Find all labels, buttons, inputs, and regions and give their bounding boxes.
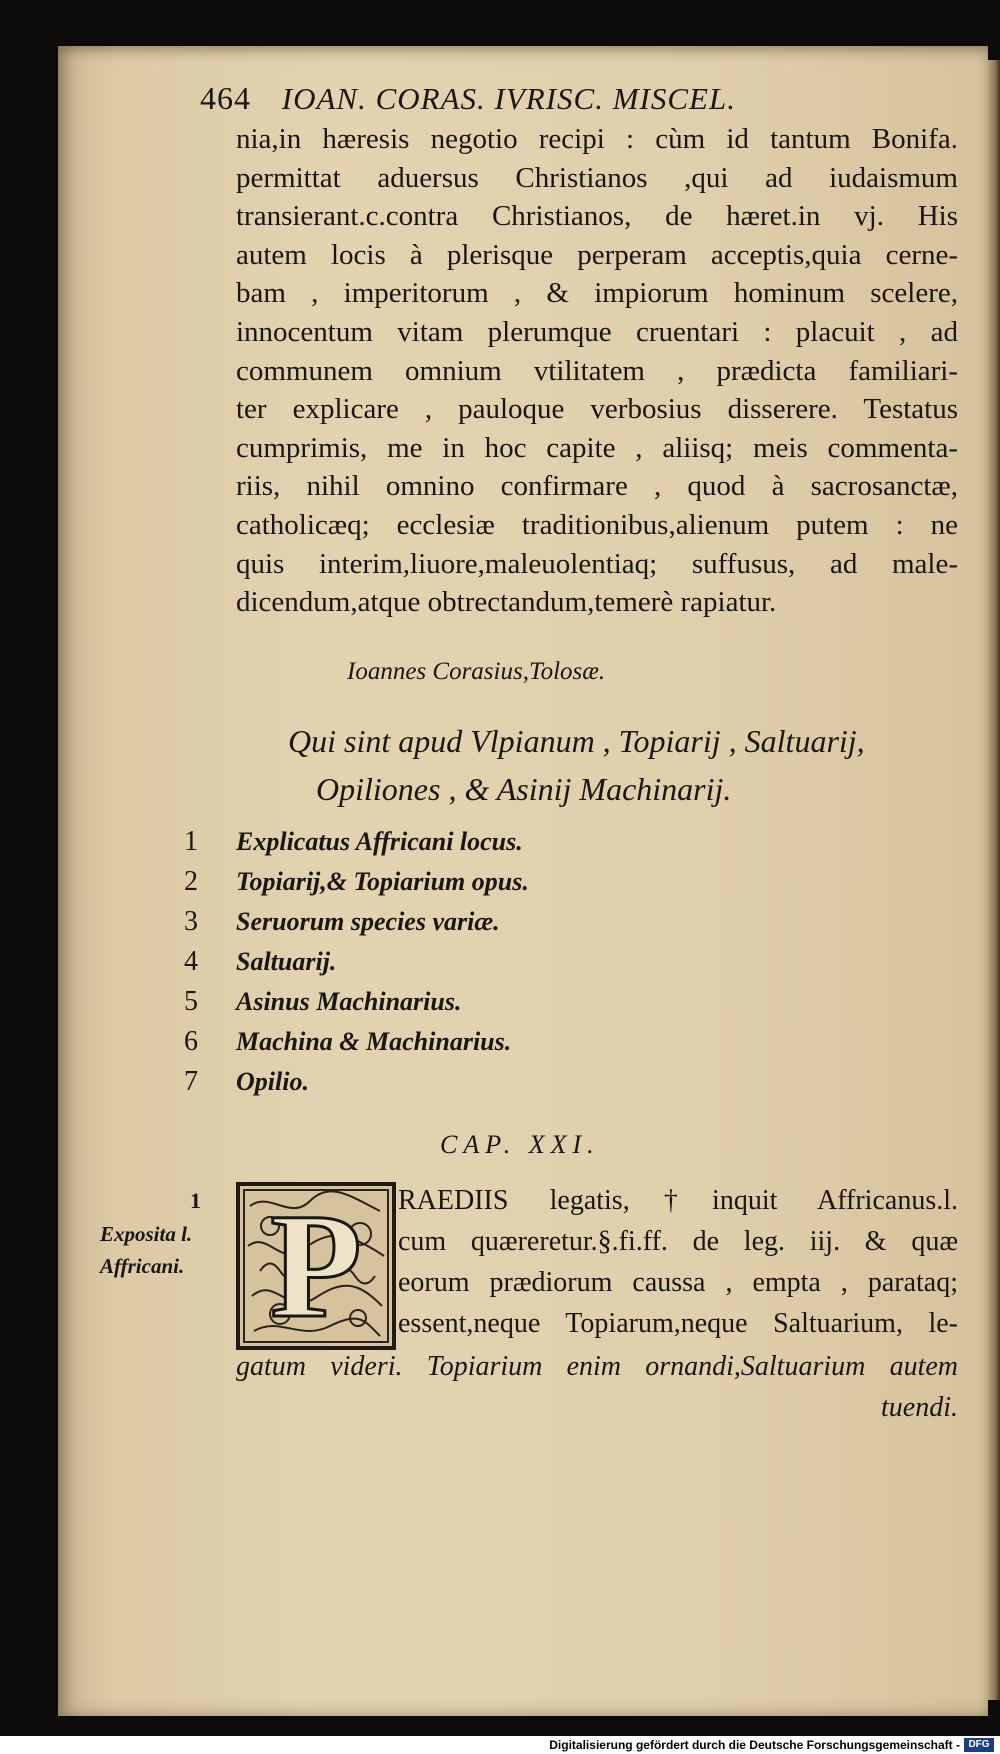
chapter-label: CAP. XXI. <box>440 1130 600 1159</box>
paragraph-line: RAEDIIS legatis,†inquit Affricanus.l. <box>398 1185 958 1216</box>
chapter-paragraph <box>398 1180 958 1344</box>
text-line: bam , imperitorum , & impiorum hominum scelere, <box>236 277 958 310</box>
text-line: transierant.c.contra Christianos, de hæret.in vj. His <box>236 200 958 233</box>
margin-number: 1 <box>190 1188 201 1213</box>
summary-number: 6 <box>184 1026 198 1057</box>
paragraph-line: cum quæreretur.§.fi.ff. de leg. iij. & quæ <box>398 1226 958 1257</box>
text-line: quis interim,liuore,maleuolentiaq; suffusus, ad male- <box>236 547 958 580</box>
chapter-paragraph-continued <box>236 1346 958 1428</box>
text-line: communem omnium vtilitatem , prædicta familiari- <box>236 354 958 387</box>
summary-number: 1 <box>184 826 198 857</box>
initial-letter: P <box>270 1183 362 1349</box>
chapter-title-line: Opiliones , & Asinij Machinarij. <box>316 771 732 807</box>
text-line: ter explicare , pauloque verbosius disserere. Testatus <box>236 393 958 426</box>
summary-text: Seruorum species variæ. <box>236 907 500 936</box>
page-edge <box>988 60 1000 1700</box>
text-line: nia,in hæresis negotio recipi : cùm id tantum Bonifa. <box>236 123 958 155</box>
chapter-summary <box>184 822 784 1102</box>
summary-text: Asinus Machinarius. <box>236 987 462 1016</box>
summary-text: Explicatus Affricani locus. <box>236 827 523 856</box>
text-line: catholicæq; ecclesiæ traditionibus,alienum putem : ne <box>236 508 958 541</box>
text-line: autem locis à plerisque perperam acceptis,quia cerne- <box>236 238 958 271</box>
summary-item <box>184 862 784 902</box>
summary-number: 3 <box>184 906 198 937</box>
summary-item <box>184 942 784 982</box>
summary-text: Saltuarij. <box>236 947 337 976</box>
footer-credit: Digitalisierung gefördert durch die Deutsche Forschungsgemeinschaft - <box>549 1738 960 1752</box>
paragraph-line: eorum prædiorum caussa , empta , parataq; <box>398 1267 958 1298</box>
summary-number: 5 <box>184 986 198 1017</box>
text-line: cumprimis, me in hoc capite , aliisq; meis commenta- <box>236 431 958 464</box>
summary-item <box>184 902 784 942</box>
margin-note-line: Affricani. <box>100 1254 185 1278</box>
summary-text: Opilio. <box>236 1067 309 1096</box>
text-line: permittat aduersus Christianos ,qui ad iudaismum <box>236 161 958 194</box>
text-line: dicendum,atque obtrectandum,temerè rapiatur. <box>236 586 777 619</box>
text-line: innocentum vitam plerumque cruentari : placuit , ad <box>236 315 958 348</box>
signature: Ioannes Corasius,Tolosæ. <box>347 658 606 685</box>
text-line: riis, nihil omnino confirmare , quod à sacrosanctæ, <box>236 470 958 503</box>
summary-number: 2 <box>184 866 198 897</box>
footer-bar <box>0 1736 1000 1754</box>
page-number: 464 <box>200 80 251 116</box>
body-text <box>236 120 958 622</box>
running-title: IOAN. CORAS. IVRISC. MISCEL. <box>281 81 736 116</box>
margin-note-line: Exposita l. <box>100 1222 193 1246</box>
summary-item <box>184 1062 784 1102</box>
dfg-logo: DFG <box>964 1738 994 1752</box>
running-head <box>200 80 960 120</box>
summary-item <box>184 982 784 1022</box>
summary-item <box>184 1022 784 1062</box>
chapter-title <box>288 717 968 813</box>
paragraph-line: gatum videri. Topiarium enim ornandi,Saltuarium autem <box>236 1351 958 1382</box>
decorated-initial <box>236 1182 396 1350</box>
summary-number: 7 <box>184 1066 198 1097</box>
paragraph-line: essent,neque Topiarum,neque Saltuarium, le- <box>398 1308 958 1339</box>
summary-text: Topiarij,& Topiarium opus. <box>236 867 529 896</box>
margin-note <box>100 1218 220 1282</box>
summary-item <box>184 822 784 862</box>
summary-text: Machina & Machinarius. <box>236 1027 512 1056</box>
paragraph-line: tuendi. <box>881 1392 958 1423</box>
chapter-title-line: Qui sint apud Vlpianum , Topiarij , Saltuarij, <box>288 723 865 759</box>
summary-number: 4 <box>184 946 198 977</box>
